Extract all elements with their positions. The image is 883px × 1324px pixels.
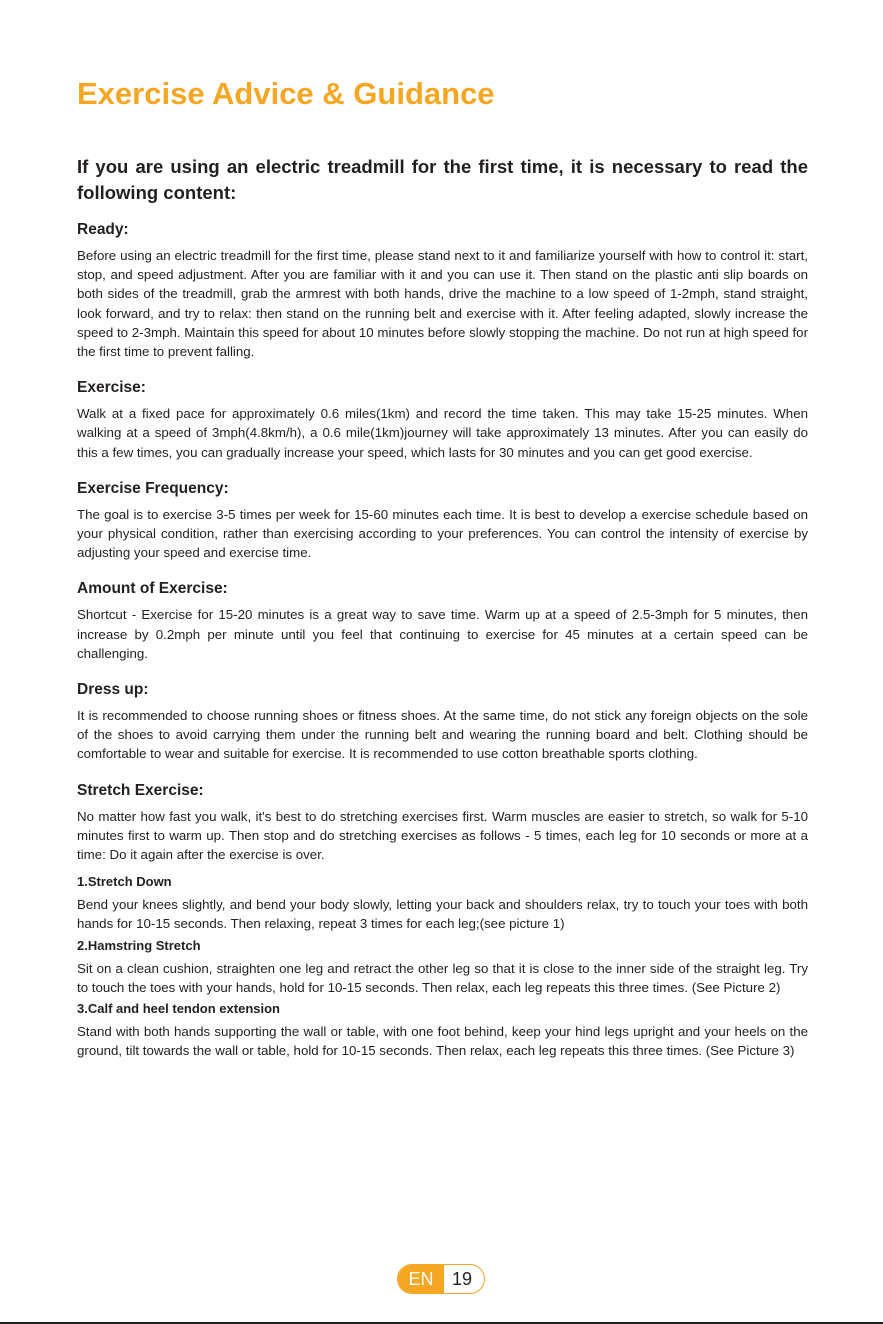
page-title: Exercise Advice & Guidance (77, 76, 495, 111)
section-exercise-frequency (77, 479, 808, 563)
stretch-heading: 2.Hamstring Stretch (77, 937, 201, 953)
section-heading: Exercise Frequency: (77, 479, 229, 497)
calf-heel-tendon-extension (77, 1000, 808, 1060)
section-body: No matter how fast you walk, it's best to do stretching exercises first. Warm muscles are easier to stretch, so walk for 5-10 minutes first to warm up. Then stop and do stretching exercises as follows - 5 times, each leg for 10 seconds or more at a time: Do it again after the exercise is over. (77, 808, 808, 863)
section-exercise (77, 378, 808, 462)
section-body: Shortcut - Exercise for 15-20 minutes is a great way to save time. Warm up at a speed of 2.5-3mph for 5 minutes, then increase by 0.2mph per minute until you feel that continuing to exercise for 45 minutes at a certain speed can be challenging. (77, 607, 808, 661)
section-heading: Dress up: (77, 681, 149, 699)
stretch-heading: 3.Calf and heel tendon extension (77, 1001, 280, 1017)
stretch-body: Sit on a clean cushion, straighten one leg and retract the other leg so that it is close to the inner side of the straight leg. Try to touch the toes with your hands, hold for 10-15 seconds. Then relax, each leg repeats this three times. (See Picture 2) (77, 960, 808, 995)
page-number: 19 (451, 1268, 473, 1289)
stretch-heading: 1.Stretch Down (77, 874, 172, 890)
section-body: Walk at a fixed pace for approximately 0.6 miles(1km) and record the time taken. This may take 15-25 minutes. When walking at a speed of 3mph(4.8km/h), a 0.6 mile(1km)journey will take approximately 13 minutes. After you can easily do this a few times, you can gradually increase your speed, which lasts for 30 minutes and you can get good exercise. (77, 406, 808, 460)
section-heading: Stretch Exercise: (77, 781, 204, 799)
section-heading: Ready: (77, 221, 129, 238)
intro-text: If you are using an electric treadmill for the first time, it is necessary to read the following content: (77, 156, 808, 203)
section-stretch-exercise (77, 781, 808, 1061)
section-dress-up (77, 680, 808, 764)
body-area (77, 220, 808, 1077)
section-body: Before using an electric treadmill for the first time, please stand next to it and familiarize yourself with how to control it: start, stop, and speed adjustment. After you are familiar with it and you can use it. Then stand on the plastic anti slip boards on both sides of the treadmill, grab the armrest with both hands, drive the machine to a low speed of 1-2mph, stand straight, look forward, and try to relax: then stand on the running belt and exercise with it. After feeling adapted, slowly increase the speed to 2-3mph. Maintain this speed for about 10 minutes before slowly stopping the machine. Do not run at high speed for the first time to prevent falling. (77, 248, 808, 360)
stretch-down (77, 873, 808, 933)
page-number-badge (397, 1264, 485, 1294)
language-label: EN (398, 1265, 444, 1293)
stretch-body: Stand with both hands supporting the wall or table, with one foot behind, keep your hind legs upright and your heels on the ground, tilt towards the wall or table, hold for 10-15 seconds. Then relax, each leg repeats this three times. (See Picture 3) (77, 1024, 808, 1059)
section-body: It is recommended to choose running shoes or fitness shoes. At the same time, do not stick any foreign objects on the sole of the shoes to avoid carrying them under the running belt and wearing the running board and belt. Clothing should be comfortable to wear and suitable for exercise. It is recommended to use cotton breathable sports clothing. (77, 708, 808, 762)
hamstring-stretch (77, 937, 808, 997)
section-amount-of-exercise (77, 579, 808, 663)
section-heading: Amount of Exercise: (77, 580, 228, 598)
section-heading: Exercise: (77, 379, 146, 397)
stretch-body: Bend your knees slightly, and bend your body slowly, letting your back and shoulders relax, try to touch your toes with both hands for 10-15 seconds. Then relaxing, repeat 3 times for each leg;(see picture 1) (77, 897, 808, 932)
section-ready (77, 220, 808, 361)
section-body: The goal is to exercise 3-5 times per week for 15-60 minutes each time. It is best to develop a exercise schedule based on your physical condition, rather than exercising according to your preferences. You can control the intensity of exercise by adjusting your speed and exercise time. (77, 506, 808, 561)
